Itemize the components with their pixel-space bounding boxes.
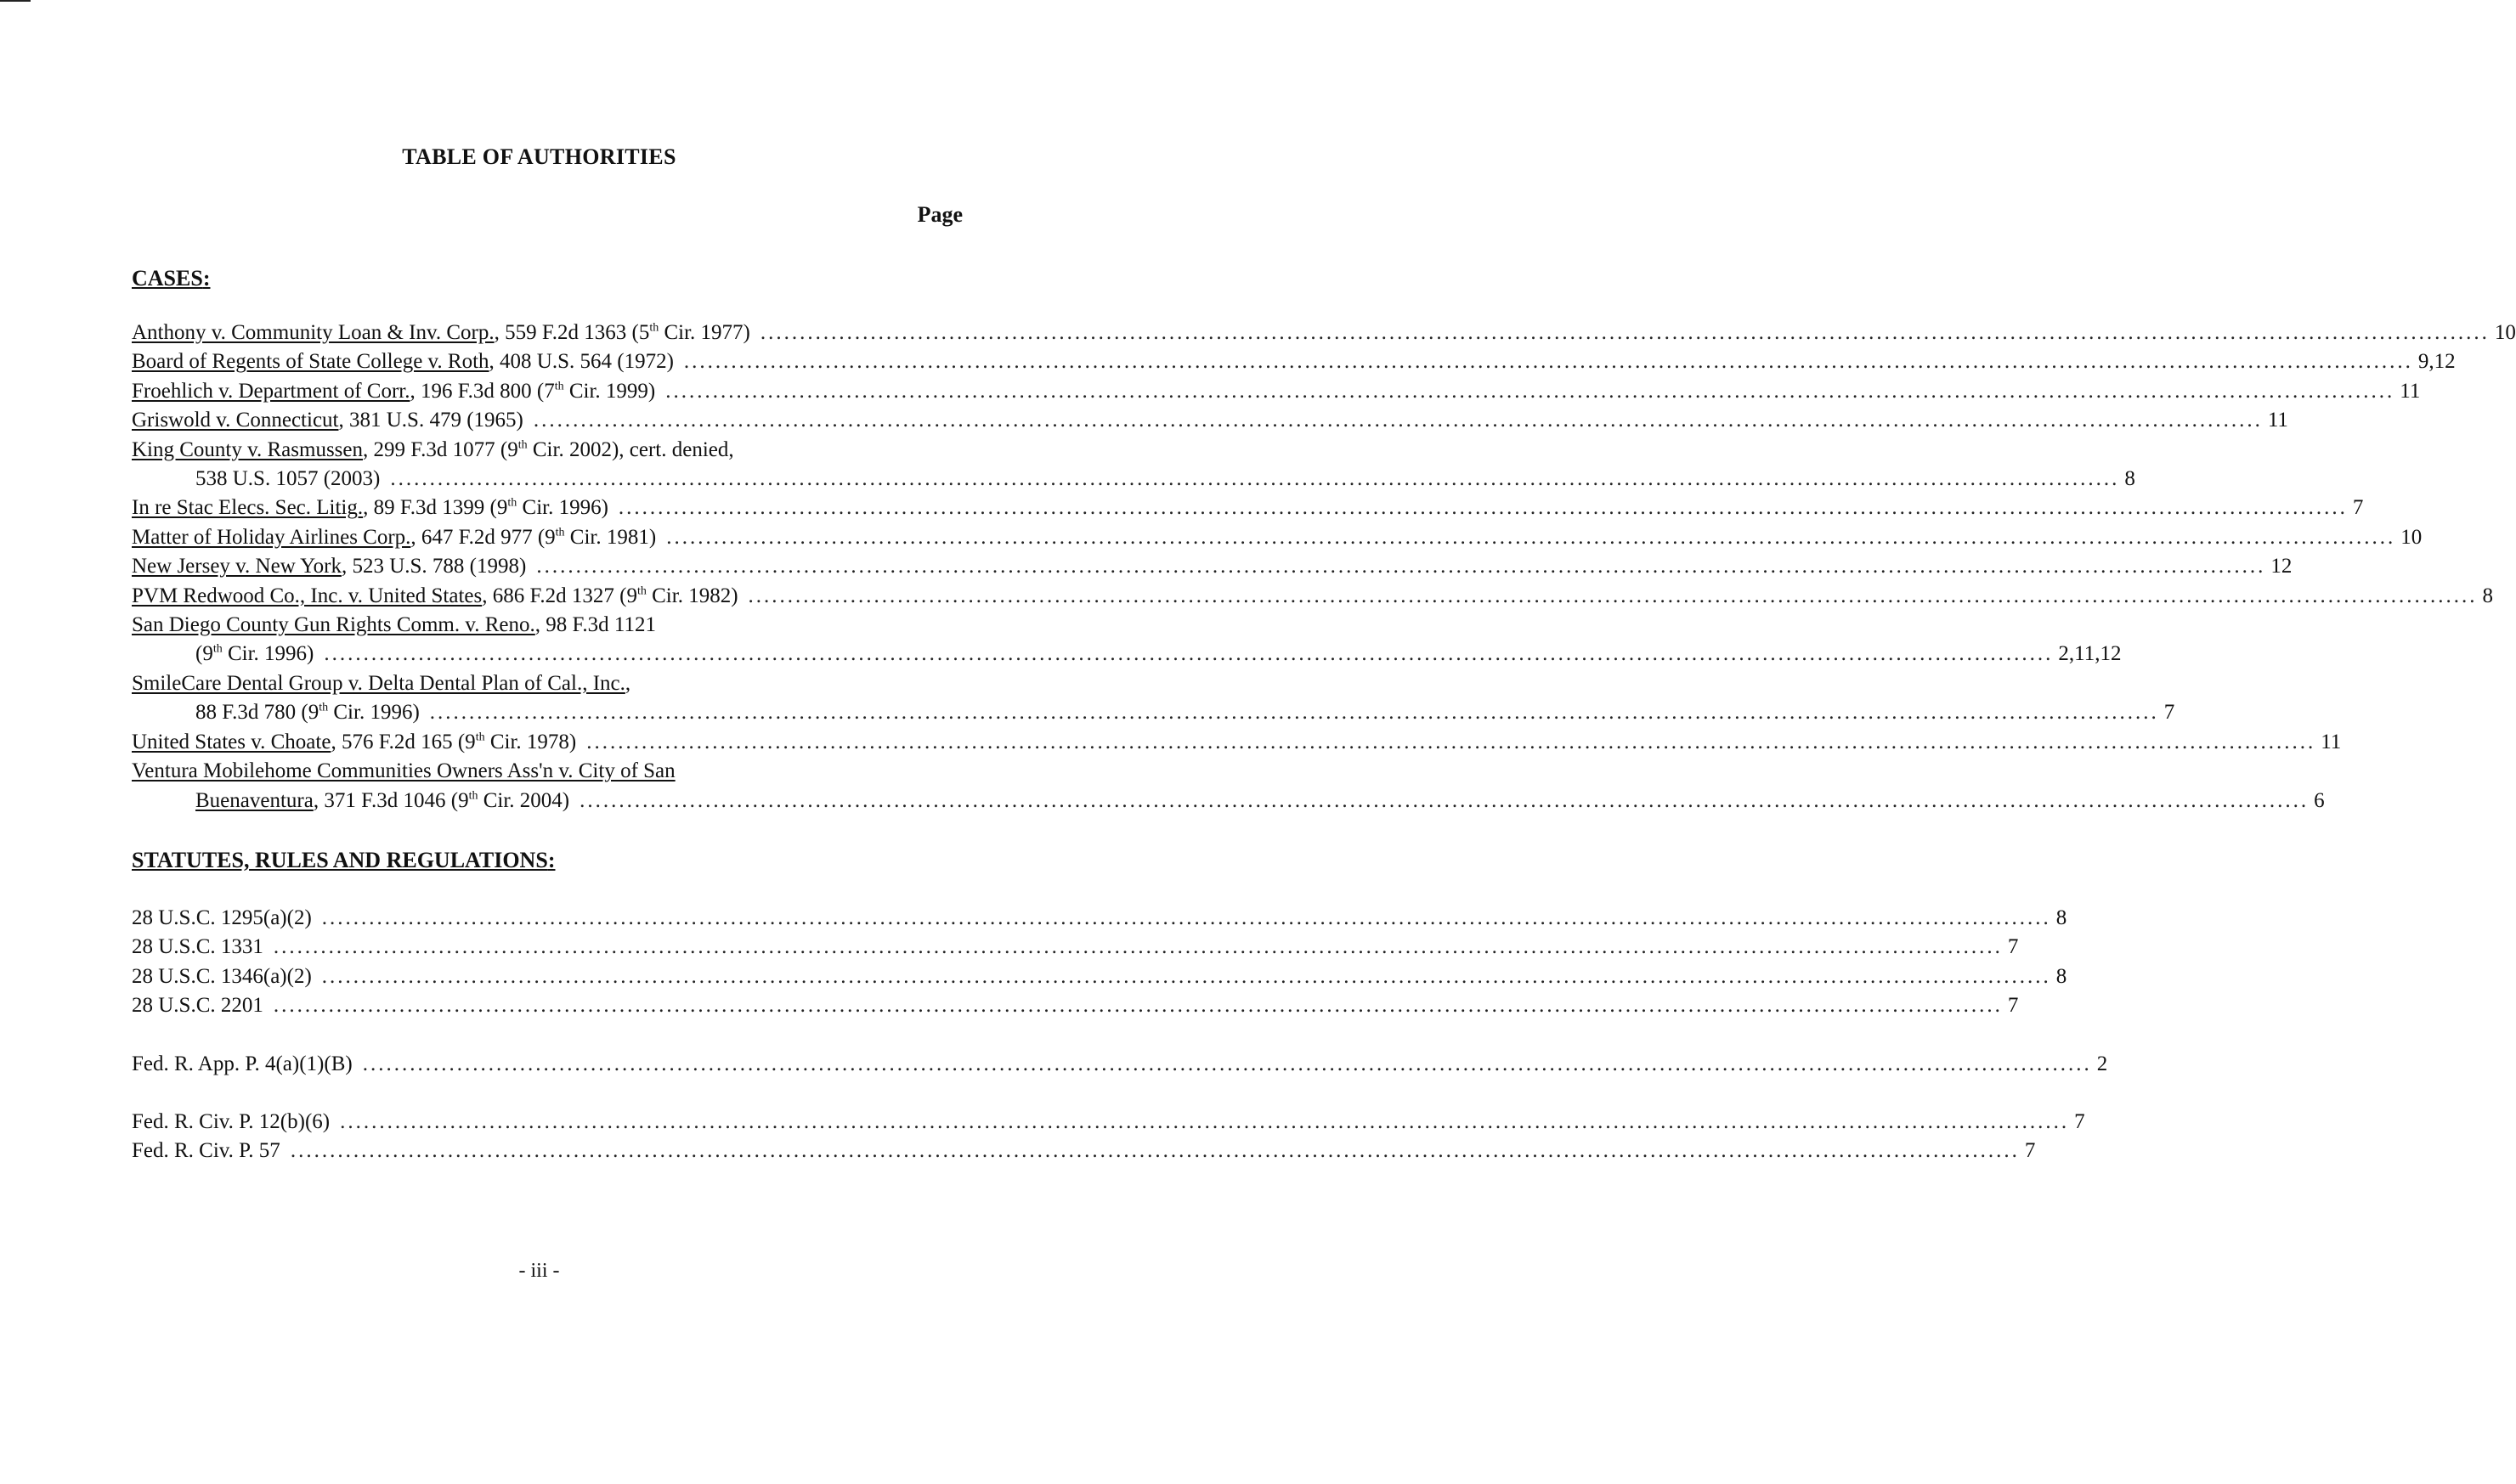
case-entry — [132, 669, 2175, 728]
dot-leader: ............................................................................................................................................................................................................................ — [683, 350, 2413, 374]
case-reporter: 88 F.3d 780 (9 — [195, 701, 319, 725]
dot-leader: ............................................................................................................................................................................................................................ — [390, 467, 2120, 491]
case-citation — [132, 377, 655, 406]
statute-line — [132, 991, 2019, 1020]
ordinal-suffix: th — [212, 643, 223, 657]
case-line — [132, 582, 2494, 611]
case-citation-continued — [195, 465, 380, 494]
statute-entry — [132, 1050, 2108, 1079]
case-court-year: Cir. 1999) — [563, 379, 656, 403]
case-reporter: , 299 F.3d 1077 (9 — [363, 437, 518, 461]
case-line — [132, 669, 964, 698]
case-line — [132, 494, 2364, 522]
scan-artifact-mark — [0, 0, 31, 2]
case-name: Board of Regents of State College v. Roth — [132, 350, 489, 374]
case-line — [132, 406, 2288, 435]
case-entry — [132, 757, 2325, 815]
case-reporter: , 98 F.3d 1121 — [534, 613, 657, 637]
statute-entry — [132, 933, 2019, 962]
case-court-year: Cir. 1996) — [328, 701, 420, 725]
ordinal-suffix: th — [636, 584, 647, 598]
page-ref: 8 — [2482, 584, 2494, 607]
page-ref: 6 — [2314, 788, 2325, 812]
case-line — [132, 757, 964, 786]
case-entry — [132, 347, 2456, 376]
case-reporter: , 576 F.2d 165 (9 — [331, 730, 476, 753]
ordinal-suffix: th — [319, 701, 329, 714]
dot-leader: ............................................................................................................................................................................................................................ — [618, 496, 2348, 520]
case-reporter: , — [625, 671, 631, 695]
dot-leader: ............................................................................................................................................................................................................................ — [362, 1052, 2092, 1075]
group-spacer — [132, 1079, 964, 1108]
page-ref: 8 — [2055, 964, 2067, 988]
case-citation — [132, 728, 576, 757]
case-citation — [132, 523, 656, 552]
case-reporter: , 686 F.2d 1327 (9 — [482, 584, 637, 607]
ordinal-suffix: th — [468, 789, 478, 803]
dot-leader: ............................................................................................................................................................................................................................ — [748, 584, 2478, 607]
case-reporter: , 381 U.S. 479 (1965) — [338, 409, 523, 432]
case-line — [132, 728, 2342, 757]
cases-list — [132, 319, 2516, 815]
case-line — [132, 377, 2421, 406]
dot-leader: ............................................................................................................................................................................................................................ — [666, 525, 2396, 549]
group-spacer — [132, 1021, 964, 1050]
case-name: In re Stac Elecs. Sec. Litig. — [132, 496, 364, 520]
case-name: United States v. Choate — [132, 730, 331, 753]
ordinal-suffix: th — [649, 321, 659, 335]
page-ref: 10 — [2494, 321, 2516, 344]
dot-leader: ............................................................................................................................................................................................................................ — [321, 906, 2051, 929]
case-court-year: Cir. 1996) — [222, 642, 314, 666]
case-citation-continued — [195, 787, 569, 815]
dot-leader: ............................................................................................................................................................................................................................ — [533, 409, 2263, 432]
case-name: Ventura Mobilehome Communities Owners Ass'n v. City of San — [132, 759, 676, 783]
case-continuation-line — [132, 640, 2122, 669]
dot-leader: ............................................................................................................................................................................................................................ — [760, 321, 2490, 344]
ordinal-suffix: th — [554, 380, 564, 393]
statute-line — [132, 904, 2067, 933]
page-ref: 2 — [2096, 1052, 2108, 1075]
cases-heading — [132, 266, 211, 291]
case-citation-continued — [195, 698, 420, 727]
statute-line — [132, 933, 2019, 962]
case-court-year: Cir. 1977) — [659, 321, 750, 344]
case-name: SmileCare Dental Group v. Delta Dental Plan of Cal., Inc. — [132, 671, 625, 695]
case-name: King County v. Rasmussen — [132, 437, 363, 461]
case-continuation-line — [132, 465, 2135, 494]
page-ref: 7 — [2007, 994, 2019, 1018]
case-reporter: , 371 F.3d 1046 (9 — [313, 788, 469, 812]
statute-line — [132, 962, 2067, 991]
statute-entry — [132, 1137, 2036, 1165]
case-name: Matter of Holiday Airlines Corp. — [132, 525, 411, 549]
case-reporter: , 647 F.2d 977 (9 — [410, 525, 556, 549]
statutes-heading — [132, 848, 555, 873]
case-continuation-line — [132, 698, 2175, 727]
case-court-year: Cir. 2004) — [478, 788, 570, 812]
case-reporter: , 559 F.2d 1363 (5 — [494, 321, 650, 344]
ordinal-suffix: th — [475, 731, 485, 744]
case-citation — [132, 494, 608, 522]
dot-leader: ............................................................................................................................................................................................................................ — [665, 379, 2395, 403]
dot-leader: ............................................................................................................................................................................................................................ — [586, 730, 2316, 753]
case-name: PVM Redwood Co., Inc. v. United States — [132, 584, 483, 607]
case-line — [132, 611, 964, 640]
statutes-heading-text: STATUTES, RULES AND REGULATIONS — [132, 848, 548, 872]
case-reporter: (9 — [195, 642, 213, 666]
page-ref: 8 — [2055, 906, 2067, 929]
cases-heading-suffix: : — [202, 266, 211, 291]
case-court-year: Cir. 1981) — [564, 525, 657, 549]
case-line — [132, 523, 2423, 552]
case-citation-continued — [195, 640, 314, 669]
page-ref: 2,11,12 — [2058, 642, 2122, 666]
case-name: Griswold v. Connecticut — [132, 409, 339, 432]
statutes-heading-suffix: : — [547, 848, 556, 872]
page-ref: 12 — [2270, 555, 2293, 578]
case-citation — [132, 319, 750, 347]
page-number-footer: - iii - — [518, 1260, 560, 1282]
case-court-year: Cir. 2002), cert. denied, — [527, 437, 734, 461]
case-entry — [132, 319, 2516, 347]
case-entry — [132, 377, 2421, 406]
case-citation — [132, 406, 523, 435]
statutes-list — [132, 904, 2108, 1166]
case-name: Froehlich v. Department of Corr. — [132, 379, 410, 403]
statute-line — [132, 1050, 2108, 1079]
case-line — [132, 319, 2516, 347]
case-name: San Diego County Gun Rights Comm. v. Reno. — [132, 613, 535, 637]
dot-leader: ............................................................................................................................................................................................................................ — [273, 935, 2003, 959]
statute-line — [132, 1137, 2036, 1165]
statute-entry — [132, 904, 2067, 933]
case-entry — [132, 611, 2122, 669]
page-ref: 10 — [2400, 525, 2423, 549]
case-court-year: Cir. 1982) — [646, 584, 738, 607]
page-ref: 7 — [2024, 1139, 2036, 1163]
page-ref: 7 — [2163, 701, 2175, 725]
dot-leader: ............................................................................................................................................................................................................................ — [321, 964, 2051, 988]
cases-heading-text: CASES — [132, 266, 203, 291]
statute-citation: Fed. R. Civ. P. 57 — [132, 1139, 280, 1163]
page-ref: 9,12 — [2417, 350, 2456, 374]
statute-citation: 28 U.S.C. 2201 — [132, 994, 263, 1018]
ordinal-suffix: th — [517, 438, 528, 452]
statute-entry — [132, 962, 2067, 991]
case-continuation-line — [132, 787, 2325, 815]
statute-citation: 28 U.S.C. 1331 — [132, 935, 263, 959]
statute-entry — [132, 1108, 2085, 1137]
statute-citation: 28 U.S.C. 1295(a)(2) — [132, 906, 312, 929]
page-ref: 7 — [2074, 1110, 2085, 1134]
case-citation — [132, 611, 656, 640]
case-name-continued: Buenaventura — [195, 788, 314, 812]
case-line — [132, 347, 2456, 376]
case-citation — [132, 669, 630, 698]
case-reporter: , 196 F.3d 800 (7 — [410, 379, 555, 403]
case-line — [132, 552, 2293, 581]
dot-leader: ............................................................................................................................................................................................................................ — [324, 642, 2054, 666]
case-reporter: , 523 U.S. 788 (1998) — [341, 555, 527, 578]
case-reporter: , 89 F.3d 1399 (9 — [363, 496, 508, 520]
dot-leader: ............................................................................................................................................................................................................................ — [536, 555, 2266, 578]
statute-citation: Fed. R. App. P. 4(a)(1)(B) — [132, 1052, 353, 1075]
case-entry — [132, 494, 2364, 522]
page-ref: 11 — [2267, 409, 2288, 432]
case-entry — [132, 523, 2423, 552]
document-title: TABLE OF AUTHORITIES — [402, 144, 676, 169]
page-ref: 11 — [2400, 379, 2421, 403]
case-court-year: Cir. 1978) — [484, 730, 577, 753]
case-citation — [132, 552, 526, 581]
case-name: Anthony v. Community Loan & Inv. Corp. — [132, 321, 495, 344]
case-entry — [132, 436, 2135, 494]
case-citation — [132, 436, 734, 465]
case-entry — [132, 552, 2293, 581]
dot-leader: ............................................................................................................................................................................................................................ — [273, 994, 2003, 1018]
dot-leader: ............................................................................................................................................................................................................................ — [290, 1139, 2020, 1163]
statute-citation: 28 U.S.C. 1346(a)(2) — [132, 964, 312, 988]
case-citation — [132, 757, 676, 786]
page-ref: 8 — [2124, 467, 2135, 491]
page-column-label: Page — [917, 202, 963, 227]
case-reporter: 538 U.S. 1057 (2003) — [195, 467, 381, 491]
statute-line — [132, 1108, 2085, 1137]
case-name: New Jersey v. New York — [132, 555, 342, 578]
statute-entry — [132, 991, 2019, 1020]
dot-leader: ............................................................................................................................................................................................................................ — [580, 788, 2310, 812]
case-entry — [132, 406, 2288, 435]
dot-leader: ............................................................................................................................................................................................................................ — [429, 701, 2159, 725]
ordinal-suffix: th — [555, 526, 565, 539]
case-entry — [132, 728, 2342, 757]
ordinal-suffix: th — [507, 497, 517, 511]
dot-leader: ............................................................................................................................................................................................................................ — [340, 1110, 2070, 1134]
case-reporter: , 408 U.S. 564 (1972) — [489, 350, 674, 374]
page-ref: 7 — [2352, 496, 2364, 520]
page-ref: 7 — [2007, 935, 2019, 959]
statute-citation: Fed. R. Civ. P. 12(b)(6) — [132, 1110, 331, 1134]
case-entry — [132, 582, 2494, 611]
page-ref: 11 — [2321, 730, 2342, 753]
case-citation — [132, 582, 738, 611]
case-line — [132, 436, 964, 465]
case-court-year: Cir. 1996) — [517, 496, 608, 520]
case-citation — [132, 347, 674, 376]
